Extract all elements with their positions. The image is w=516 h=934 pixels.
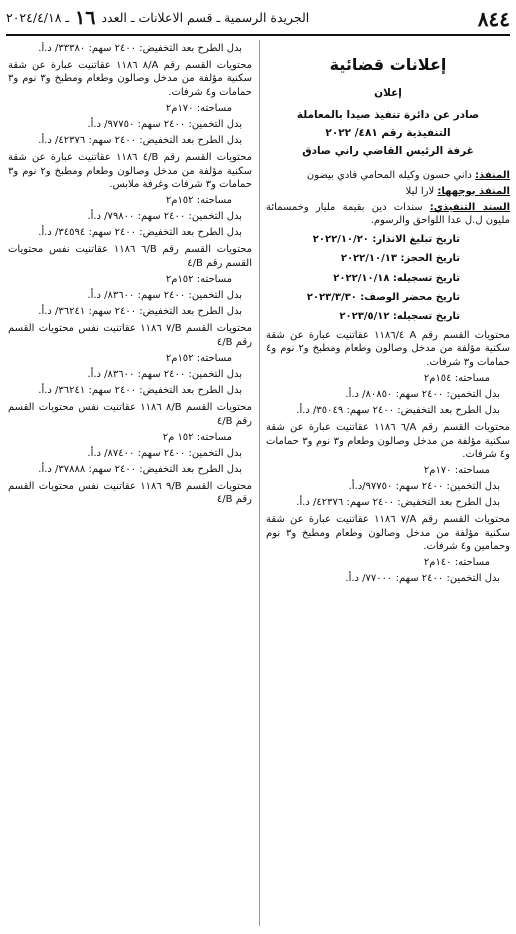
item-start-price: بدل الطرح بعد التخفيض: ٢٤٠٠ سهم: ٣٣٣٨٠/ د.أ. bbox=[38, 43, 242, 54]
item-start-price: بدل الطرح بعد التخفيض: ٢٤٠٠ سهم: ٣٥٠٤٩/ د.أ. bbox=[296, 405, 500, 417]
date-description-registration: تاريخ تسجيله: ٢٠٢٣/٥/١٢ bbox=[339, 311, 460, 323]
creditor-label: المنفذ: bbox=[475, 169, 510, 181]
date-seizure: تاريخ الحجز: ٢٠٢٢/١٠/١٣ bbox=[340, 253, 460, 265]
property-item bbox=[266, 513, 510, 585]
item-description: محتويات القسم B/٧ ١١٨٦ عقاتنيت نفس محتويات القسم رقم B/٤ bbox=[8, 323, 252, 348]
item-description: محتويات القسم رقم B/٦ ١١٨٦ عقاتنيت نفس محتويات القسم رقم B/٤ bbox=[8, 244, 252, 269]
property-item bbox=[8, 322, 252, 397]
item-area: مساحته: ١٤٠م٢ bbox=[423, 557, 490, 569]
ad-heading-line3: غرفة الرئيس القاضي راني صادق bbox=[302, 144, 474, 157]
issue-date: ـ ٢٠٢٤/٤/١٨ bbox=[6, 10, 70, 26]
left-column bbox=[8, 42, 252, 926]
property-item bbox=[266, 329, 510, 417]
ad-heading-line2: التنفيذية رقم ٤٨١/ ٢٠٢٢ bbox=[325, 126, 451, 139]
item-start-price: بدل الطرح بعد التخفيض: ٢٤٠٠ سهم: ٣٤٥٩٤/ د.أ. bbox=[38, 227, 242, 239]
item-valuation: بدل التخمين: ٢٤٠٠ سهم: ٧٩٨٠٠/ د.أ. bbox=[87, 211, 242, 223]
page-header bbox=[6, 6, 510, 32]
debtor-value: لارا ليلا bbox=[405, 185, 438, 197]
property-item bbox=[8, 243, 252, 318]
item-area: مساحته: ١٥٢م٢ bbox=[165, 194, 232, 206]
title-line bbox=[266, 201, 510, 227]
debtor-label: المنفذ بوجهها: bbox=[437, 185, 510, 197]
item-valuation: بدل التخمين: ٢٤٠٠ سهم: ٩٧٧٥٠/ د.أ. bbox=[87, 118, 242, 130]
date-seizure-registration: تاريخ تسجيله: ٢٠٢٢/١٠/١٨ bbox=[333, 272, 460, 284]
column-divider bbox=[259, 40, 260, 926]
issue-number: ١٦ bbox=[75, 7, 96, 30]
item-start-price: بدل الطرح بعد التخفيض: ٢٤٠٠ سهم: ٤٢٣٧٦/ د.أ. bbox=[38, 135, 242, 147]
item-valuation: بدل التخمين: ٢٤٠٠ سهم: ٧٧٠٠٠/ د.أ. bbox=[345, 573, 500, 585]
title-label: السند التنفيذي: bbox=[429, 201, 510, 213]
header-rule bbox=[6, 34, 510, 36]
creditor-value: داني حسون وكيله المحامي فادي بيضون bbox=[306, 169, 476, 181]
item-area: مساحته: ١٥٢ م٢ bbox=[162, 431, 232, 443]
item-description: محتويات القسم رقم A ١١٨٦/٤ عقاتنيت عبارة عن شقة سكنية مؤلفة من مدخل وصالون وطعام ومطبخ و٢ نوم و٤ حمامات و٣ شرفات. bbox=[266, 330, 510, 368]
item-area: مساحته: ١٥٤م٢ bbox=[423, 372, 490, 384]
page-number: ٨٤٤ bbox=[477, 6, 510, 31]
property-item bbox=[8, 151, 252, 239]
item-description: محتويات القسم B/٩ ١١٨٦ عقاتنيت نفس محتويات القسم رقم B/٤ bbox=[8, 481, 252, 506]
item-valuation: بدل التخمين: ٢٤٠٠ سهم: ٨٣٦٠٠/ د.أ. bbox=[87, 290, 242, 301]
debtor-line bbox=[266, 185, 510, 198]
item-valuation: بدل التخمين: ٢٤٠٠ سهم: ٨٠٨٥٠/ د.أ. bbox=[345, 388, 500, 400]
item-area: مساحته: ١٧٠م٢ bbox=[165, 102, 232, 114]
item-valuation: بدل التخمين: ٢٤٠٠ سهم: ٩٧٧٥٠/د.أ. bbox=[348, 481, 500, 493]
ad-heading-line1: صادر عن دائرة تنفيذ صيدا بالمعاملة bbox=[296, 108, 480, 121]
date-description: تاريخ محضر الوصف: ٢٠٢٣/٣/٣٠ bbox=[306, 291, 460, 303]
property-item bbox=[8, 401, 252, 476]
item-start-price: بدل الطرح بعد التخفيض: ٢٤٠٠ سهم: ٣٦٢٤١/ د.أ. bbox=[38, 385, 242, 397]
title-value: سندات دين بقيمة مليار وخمسمائة مليون ل.ل عدا اللواحق والرسوم. bbox=[266, 201, 510, 227]
item-area: مساحته: ١٧٠م٢ bbox=[423, 464, 490, 476]
item-start-price: بدل الطرح بعد التخفيض: ٢٤٠٠ سهم: ٣٦٢٤١/ د.أ. bbox=[38, 306, 242, 318]
item-valuation: بدل التخمين: ٢٤٠٠ سهم: ٨٣٦٠٠/ د.أ. bbox=[87, 368, 242, 380]
item-area: مساحته: ١٥٢م٢ bbox=[165, 352, 232, 364]
property-item bbox=[266, 421, 510, 509]
section-title: إعلانات قضائية bbox=[329, 55, 447, 74]
creditor-line bbox=[266, 169, 510, 182]
item-description: محتويات القسم B/٨ ١١٨٦ عقاتنيت نفس محتويات القسم رقم B/٤ bbox=[8, 402, 252, 427]
issue-info bbox=[6, 6, 309, 31]
right-column bbox=[266, 42, 510, 926]
item-start-price: بدل الطرح بعد التخفيض: ٢٤٠٠ سهم: ٤٢٣٧٦/ د.أ. bbox=[296, 497, 500, 509]
item-valuation: بدل التخمين: ٢٤٠٠ سهم: ٨٧٤٠٠/ د.أ. bbox=[87, 447, 242, 459]
item-description: محتويات القسم رقم A/٦ ١١٨٦ عقاتنيت عبارة عن شقة سكنية مؤلفة من مدخل وصالون وطعام و٣ نوم و٣ حمامات و٤ شرفات. bbox=[266, 422, 510, 460]
item-area: مساحته: ١٥٢م٢ bbox=[165, 273, 232, 285]
date-notice: تاريخ تبليغ الانذار: ٢٠٢٢/١٠/٢٠ bbox=[312, 234, 460, 246]
item-description: محتويات القسم رقم B/٤ ١١٨٦ عقاتنيت عبارة عن شقة سكنية مؤلفة من مدخل وصالون وطعام ومطبخ و٢ نوم و٣ حمامات و٣ شرفات وغرفة ملابس. bbox=[8, 152, 252, 190]
item-start-price: بدل الطرح بعد التخفيض: ٢٤٠٠ سهم: ٣٧٨٨٨/ د.أ. bbox=[38, 464, 242, 476]
property-item bbox=[8, 59, 252, 147]
ad-label: إعلان bbox=[374, 87, 402, 100]
issue-text: الجريدة الرسمية ـ قسم الاعلانات ـ العدد bbox=[101, 10, 310, 26]
property-item bbox=[8, 480, 252, 506]
item-description: محتويات القسم رقم A/٨ ١١٨٦ عقاتنيت عبارة عن شقة سكنية مؤلفة من مدخل وصالون وطعام ومطبخ و٣ نوم و٣ حمامات و٤ شرفات. bbox=[8, 60, 252, 98]
item-description: محتويات القسم رقم A/٧ ١١٨٦ عقاتنيت عبارة عن شقة سكنية مؤلفة من مدخل وصالون وطعام ومطبخ و٣ نوم وحمامين و٤ شرفات. bbox=[266, 514, 510, 552]
